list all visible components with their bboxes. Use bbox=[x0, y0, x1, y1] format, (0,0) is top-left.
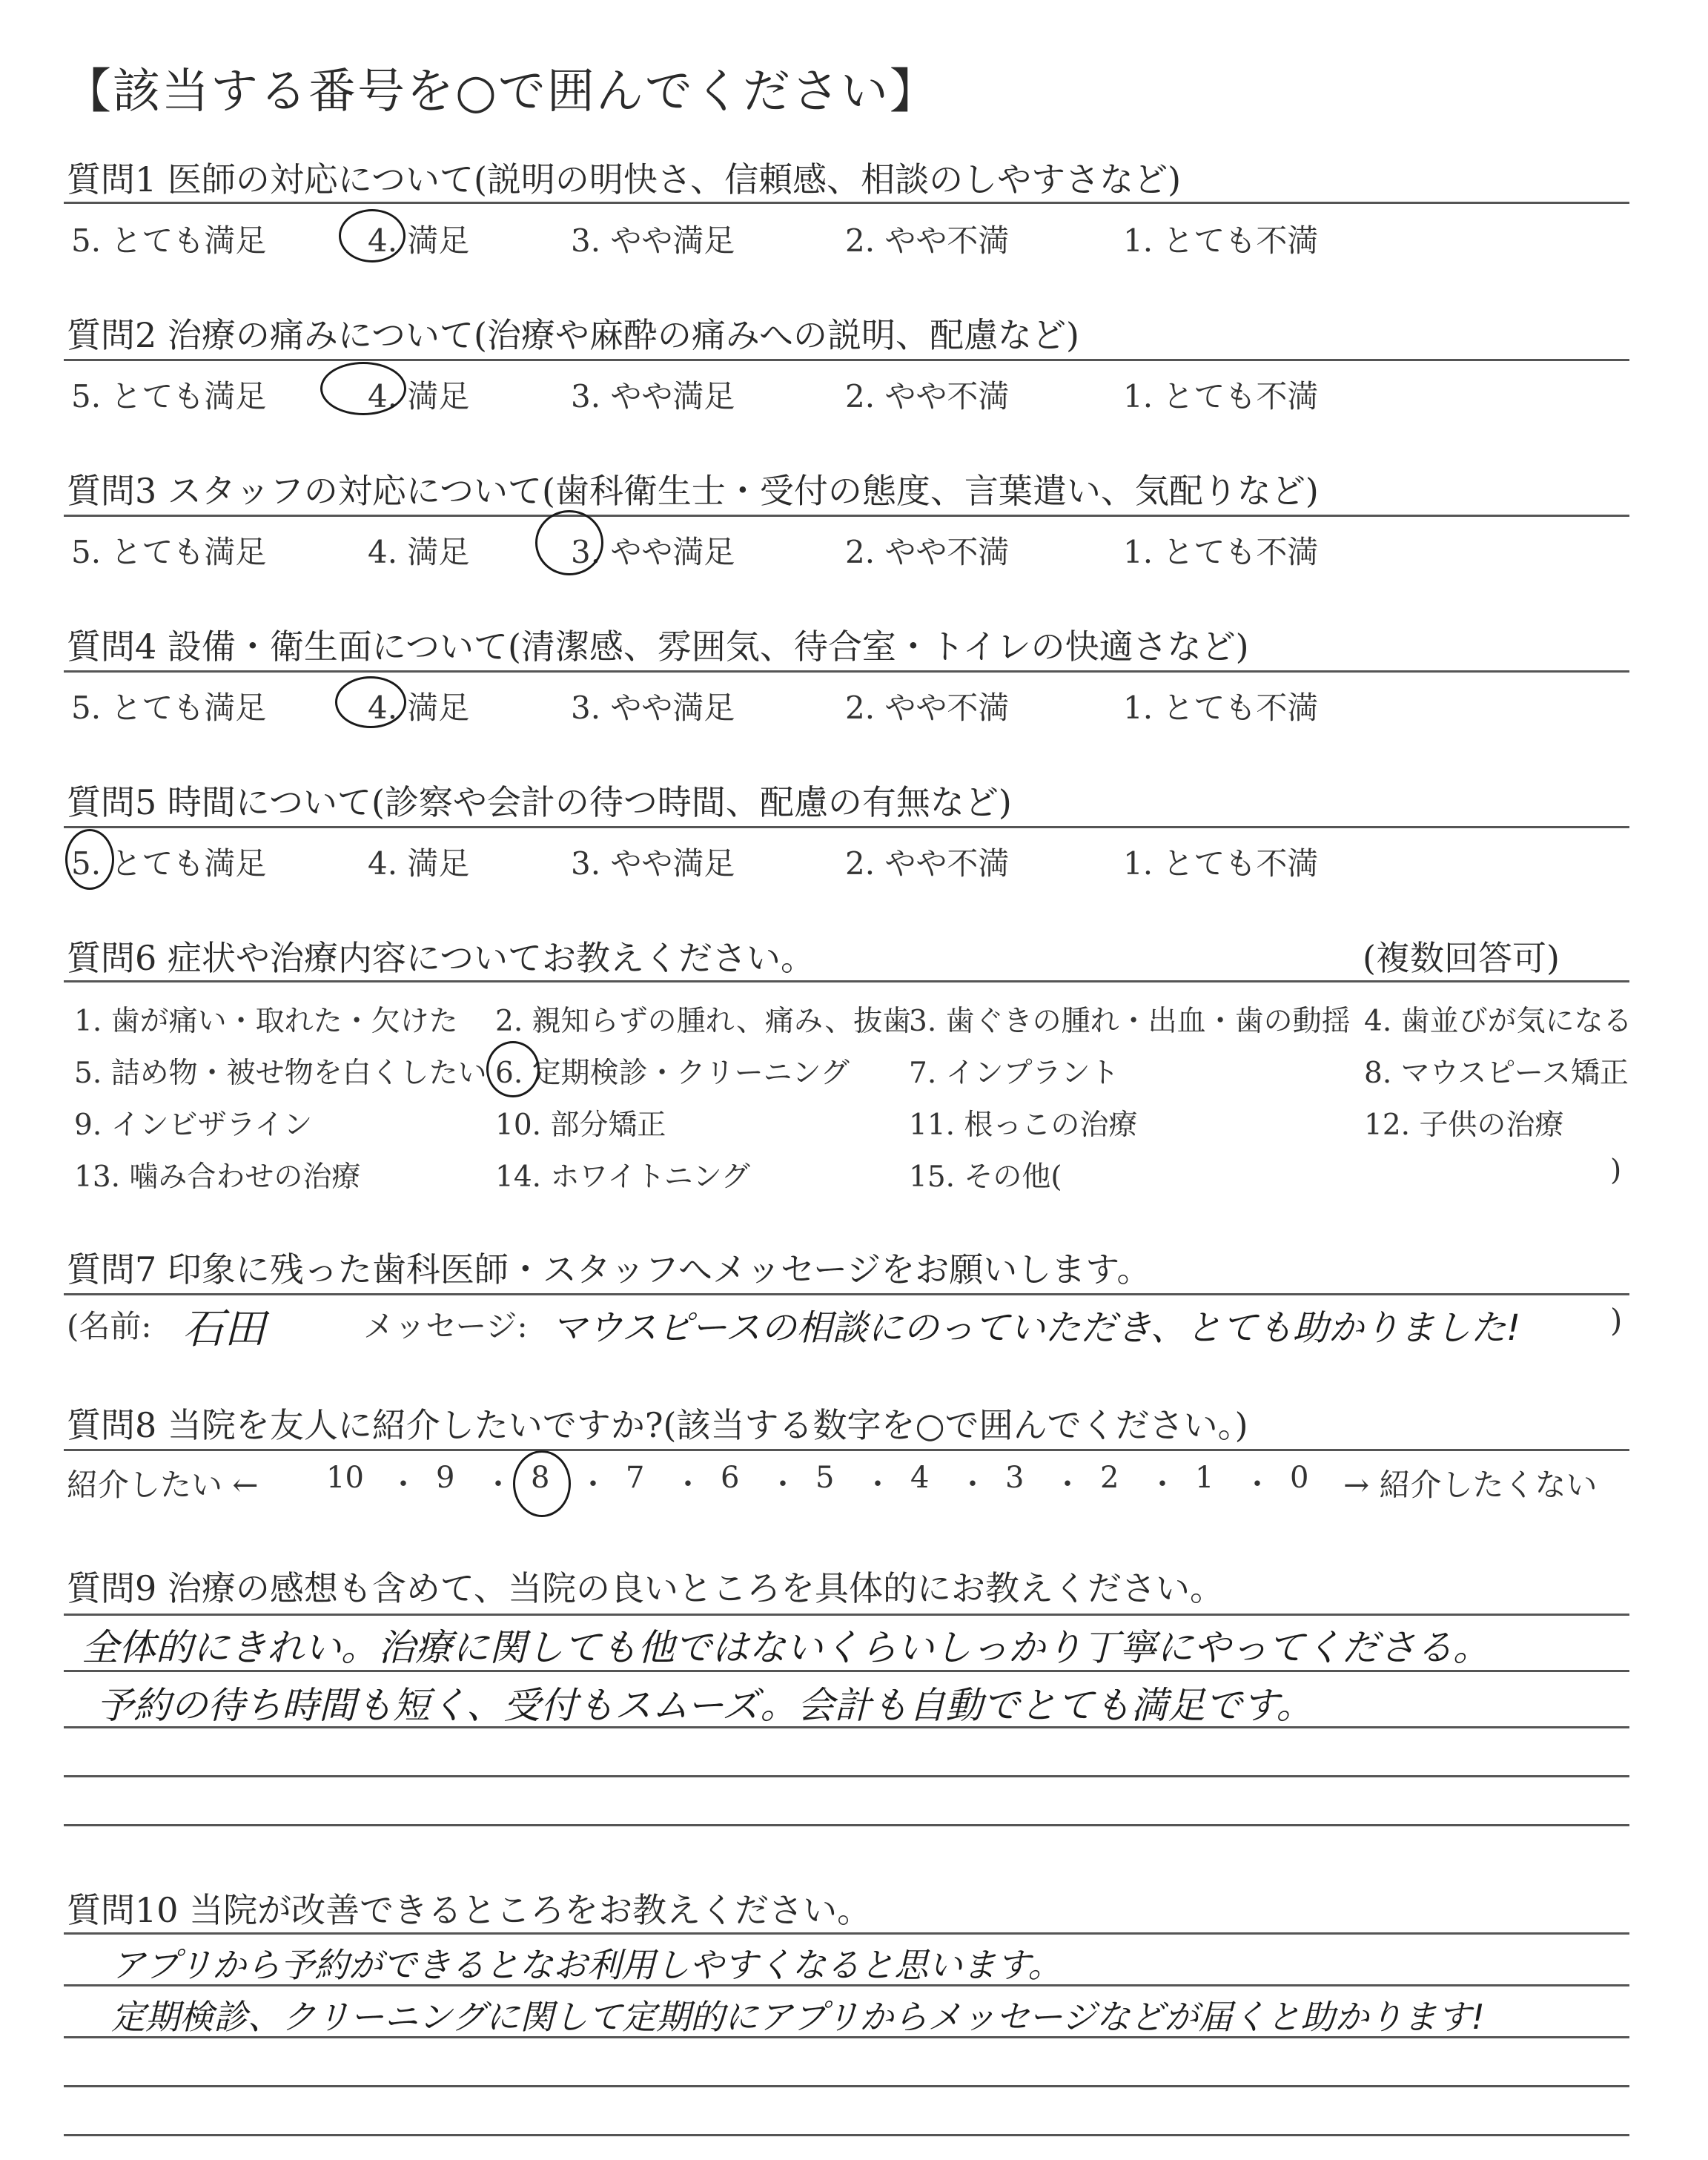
q5-option-2[interactable]: 2. やや不満 bbox=[845, 845, 1010, 882]
question-1-title: 質問1 医師の対応について(説明の明快さ、信頼感、相談のしやすさなど) bbox=[67, 159, 1182, 199]
question-9-rule-1 bbox=[64, 1670, 1629, 1672]
q5-option-3[interactable]: 3. やや満足 bbox=[571, 845, 735, 882]
q8-sep: ・ bbox=[1148, 1467, 1177, 1502]
question-8-rule bbox=[64, 1449, 1629, 1451]
q6-option-11[interactable]: 11. 根っこの治療 bbox=[909, 1109, 1138, 1142]
q7-message-label: メッセージ: bbox=[363, 1308, 528, 1344]
q4-option-5[interactable]: 5. とても満足 bbox=[71, 690, 267, 726]
q2-option-2[interactable]: 2. やや不満 bbox=[845, 378, 1010, 415]
q8-scale-2[interactable]: 2 bbox=[1100, 1461, 1119, 1495]
question-3-title: 質問3 スタッフの対応について(歯科衛生士・受付の態度、言葉遣い、気配りなど) bbox=[67, 471, 1319, 511]
q7-close-paren: ) bbox=[1610, 1302, 1623, 1338]
question-5-title: 質問5 時間について(診察や会計の待つ時間、配慮の有無など) bbox=[67, 782, 1012, 822]
q6-option-6[interactable]: 6. 定期検診・クリーニング bbox=[495, 1057, 850, 1090]
q1-option-5[interactable]: 5. とても満足 bbox=[71, 222, 267, 259]
q6-option-4[interactable]: 4. 歯並びが気になる bbox=[1364, 1005, 1632, 1038]
q8-sep: ・ bbox=[768, 1467, 798, 1502]
q3-option-4[interactable]: 4. 満足 bbox=[368, 534, 470, 570]
q8-sep: ・ bbox=[1053, 1467, 1082, 1502]
q6-option-2[interactable]: 2. 親知らずの腫れ、痛み、抜歯 bbox=[495, 1005, 912, 1038]
q4-option-2[interactable]: 2. やや不満 bbox=[845, 690, 1010, 726]
q4-option-4[interactable]: 4. 満足 bbox=[368, 690, 470, 726]
question-4-rule bbox=[64, 670, 1629, 673]
q6-selection-circle bbox=[486, 1041, 540, 1097]
q7-message-value[interactable]: マウスピースの相談にのっていただき、とても助かりました! bbox=[552, 1307, 1521, 1349]
q3-option-5[interactable]: 5. とても満足 bbox=[71, 534, 267, 570]
q9-answer-line-1[interactable]: 全体的にきれい。治療に関しても他ではないくらいしっかり丁寧にやってくださる。 bbox=[82, 1626, 1490, 1669]
question-1-rule bbox=[64, 202, 1629, 204]
q4-selection-circle bbox=[335, 676, 406, 728]
question-7-title: 質問7 印象に残った歯科医師・スタッフへメッセージをお願いします。 bbox=[67, 1249, 1151, 1289]
q5-selection-circle bbox=[65, 829, 114, 890]
question-9-rule-4 bbox=[64, 1824, 1629, 1826]
page-title: 【該当する番号を○で囲んでください】 bbox=[64, 65, 939, 119]
q8-selection-circle bbox=[513, 1450, 571, 1517]
q8-sep: ・ bbox=[1242, 1467, 1272, 1502]
question-10-rule-0 bbox=[64, 1932, 1629, 1935]
q4-option-3[interactable]: 3. やや満足 bbox=[571, 690, 735, 726]
question-6-rule bbox=[64, 980, 1629, 982]
q2-selection-circle bbox=[320, 362, 406, 415]
question-10-rule-2 bbox=[64, 2036, 1629, 2038]
q8-sep: ・ bbox=[388, 1467, 418, 1502]
q1-option-2[interactable]: 2. やや不満 bbox=[845, 222, 1010, 259]
question-4-title: 質問4 設備・衛生面について(清潔感、雰囲気、待合室・トイレの快適さなど) bbox=[67, 627, 1249, 667]
q8-left-label: 紹介したい ← bbox=[67, 1467, 259, 1503]
question-6-title: 質問6 症状や治療内容についてお教えください。 bbox=[67, 938, 815, 978]
q8-scale-4[interactable]: 4 bbox=[910, 1461, 930, 1495]
q3-option-2[interactable]: 2. やや不満 bbox=[845, 534, 1010, 570]
q8-scale-6[interactable]: 6 bbox=[721, 1461, 740, 1495]
q9-answer-line-2[interactable]: 予約の待ち時間も短く、受付もスムーズ。会計も自動でとても満足です。 bbox=[96, 1684, 1314, 1727]
q6-option-5[interactable]: 5. 詰め物・被せ物を白くしたい bbox=[74, 1057, 487, 1090]
q10-answer-line-2[interactable]: 定期検診、クリーニングに関して定期的にアプリからメッセージなどが届くと助かります! bbox=[111, 1997, 1485, 2037]
q1-option-4[interactable]: 4. 満足 bbox=[368, 222, 470, 259]
question-10-title: 質問10 当院が改善できるところをお教えください。 bbox=[67, 1890, 872, 1930]
q1-option-3[interactable]: 3. やや満足 bbox=[571, 222, 735, 259]
question-2-title: 質問2 治療の痛みについて(治療や麻酔の痛みへの説明、配慮など) bbox=[67, 315, 1079, 355]
q8-sep: ・ bbox=[958, 1467, 987, 1502]
q3-option-3[interactable]: 3. やや満足 bbox=[571, 534, 735, 570]
q6-option-14[interactable]: 14. ホワイトニング bbox=[495, 1160, 750, 1194]
q8-sep: ・ bbox=[483, 1467, 513, 1502]
q8-scale-3[interactable]: 3 bbox=[1005, 1461, 1025, 1495]
q5-option-5[interactable]: 5. とても満足 bbox=[71, 845, 267, 882]
q6-option-8[interactable]: 8. マウスピース矯正 bbox=[1364, 1057, 1629, 1090]
q6-option-15[interactable]: 15. その他( bbox=[909, 1160, 1062, 1194]
q2-option-1[interactable]: 1. とても不満 bbox=[1123, 378, 1319, 415]
q10-answer-line-1[interactable]: アプリから予約ができるとなお利用しやすくなると思います。 bbox=[111, 1945, 1062, 1985]
question-3-rule bbox=[64, 515, 1629, 517]
q6-option-9[interactable]: 9. インビザライン bbox=[74, 1109, 313, 1142]
question-5-rule bbox=[64, 826, 1629, 828]
q1-option-1[interactable]: 1. とても不満 bbox=[1123, 222, 1319, 259]
question-8-title: 質問8 当院を友人に紹介したいですか?(該当する数字を○で囲んでください。) bbox=[67, 1405, 1248, 1445]
q6-option-12[interactable]: 12. 子供の治療 bbox=[1364, 1109, 1564, 1142]
q8-sep: ・ bbox=[673, 1467, 703, 1502]
question-10-rule-4 bbox=[64, 2134, 1629, 2136]
q2-option-5[interactable]: 5. とても満足 bbox=[71, 378, 267, 415]
q6-option-13[interactable]: 13. 噛み合わせの治療 bbox=[74, 1160, 361, 1194]
q7-name-label: (名前: bbox=[67, 1308, 152, 1344]
q8-sep: ・ bbox=[578, 1467, 608, 1502]
q6-option-15-close: ) bbox=[1610, 1154, 1622, 1187]
q3-selection-circle bbox=[535, 510, 603, 575]
q6-option-10[interactable]: 10. 部分矯正 bbox=[495, 1109, 666, 1142]
q8-sep: ・ bbox=[863, 1467, 893, 1502]
q8-scale-0[interactable]: 0 bbox=[1290, 1461, 1309, 1495]
question-2-rule bbox=[64, 359, 1629, 361]
question-9-rule-0 bbox=[64, 1614, 1629, 1616]
question-10-rule-3 bbox=[64, 2085, 1629, 2087]
question-9-title: 質問9 治療の感想も含めて、当院の良いところを具体的にお教えください。 bbox=[67, 1568, 1224, 1608]
question-6-note: (複数回答可) bbox=[1363, 938, 1560, 978]
question-9-rule-3 bbox=[64, 1775, 1629, 1777]
q8-scale-7[interactable]: 7 bbox=[626, 1461, 645, 1495]
q8-right-label: → 紹介したくない bbox=[1343, 1467, 1598, 1503]
question-7-rule bbox=[64, 1293, 1629, 1295]
q8-scale-1[interactable]: 1 bbox=[1195, 1461, 1214, 1495]
q7-name-value[interactable]: 石田 bbox=[182, 1305, 265, 1353]
q4-option-1[interactable]: 1. とても不満 bbox=[1123, 690, 1319, 726]
q1-selection-circle bbox=[339, 209, 406, 262]
q5-option-1[interactable]: 1. とても不満 bbox=[1123, 845, 1319, 882]
q8-scale-10[interactable]: 10 bbox=[326, 1461, 364, 1495]
q8-scale-5[interactable]: 5 bbox=[815, 1461, 835, 1495]
q2-option-3[interactable]: 3. やや満足 bbox=[571, 378, 735, 415]
q5-option-4[interactable]: 4. 満足 bbox=[368, 845, 470, 882]
q6-option-3[interactable]: 3. 歯ぐきの腫れ・出血・歯の動揺 bbox=[909, 1005, 1351, 1038]
q8-scale-8[interactable]: 8 bbox=[531, 1461, 550, 1495]
q2-option-4[interactable]: 4. 満足 bbox=[368, 378, 470, 415]
q6-option-1[interactable]: 1. 歯が痛い・取れた・欠けた bbox=[74, 1005, 458, 1038]
question-9-rule-2 bbox=[64, 1726, 1629, 1728]
q6-option-7[interactable]: 7. インプラント bbox=[909, 1057, 1119, 1090]
question-10-rule-1 bbox=[64, 1984, 1629, 1986]
q8-scale-9[interactable]: 9 bbox=[436, 1461, 455, 1495]
q3-option-1[interactable]: 1. とても不満 bbox=[1123, 534, 1319, 570]
